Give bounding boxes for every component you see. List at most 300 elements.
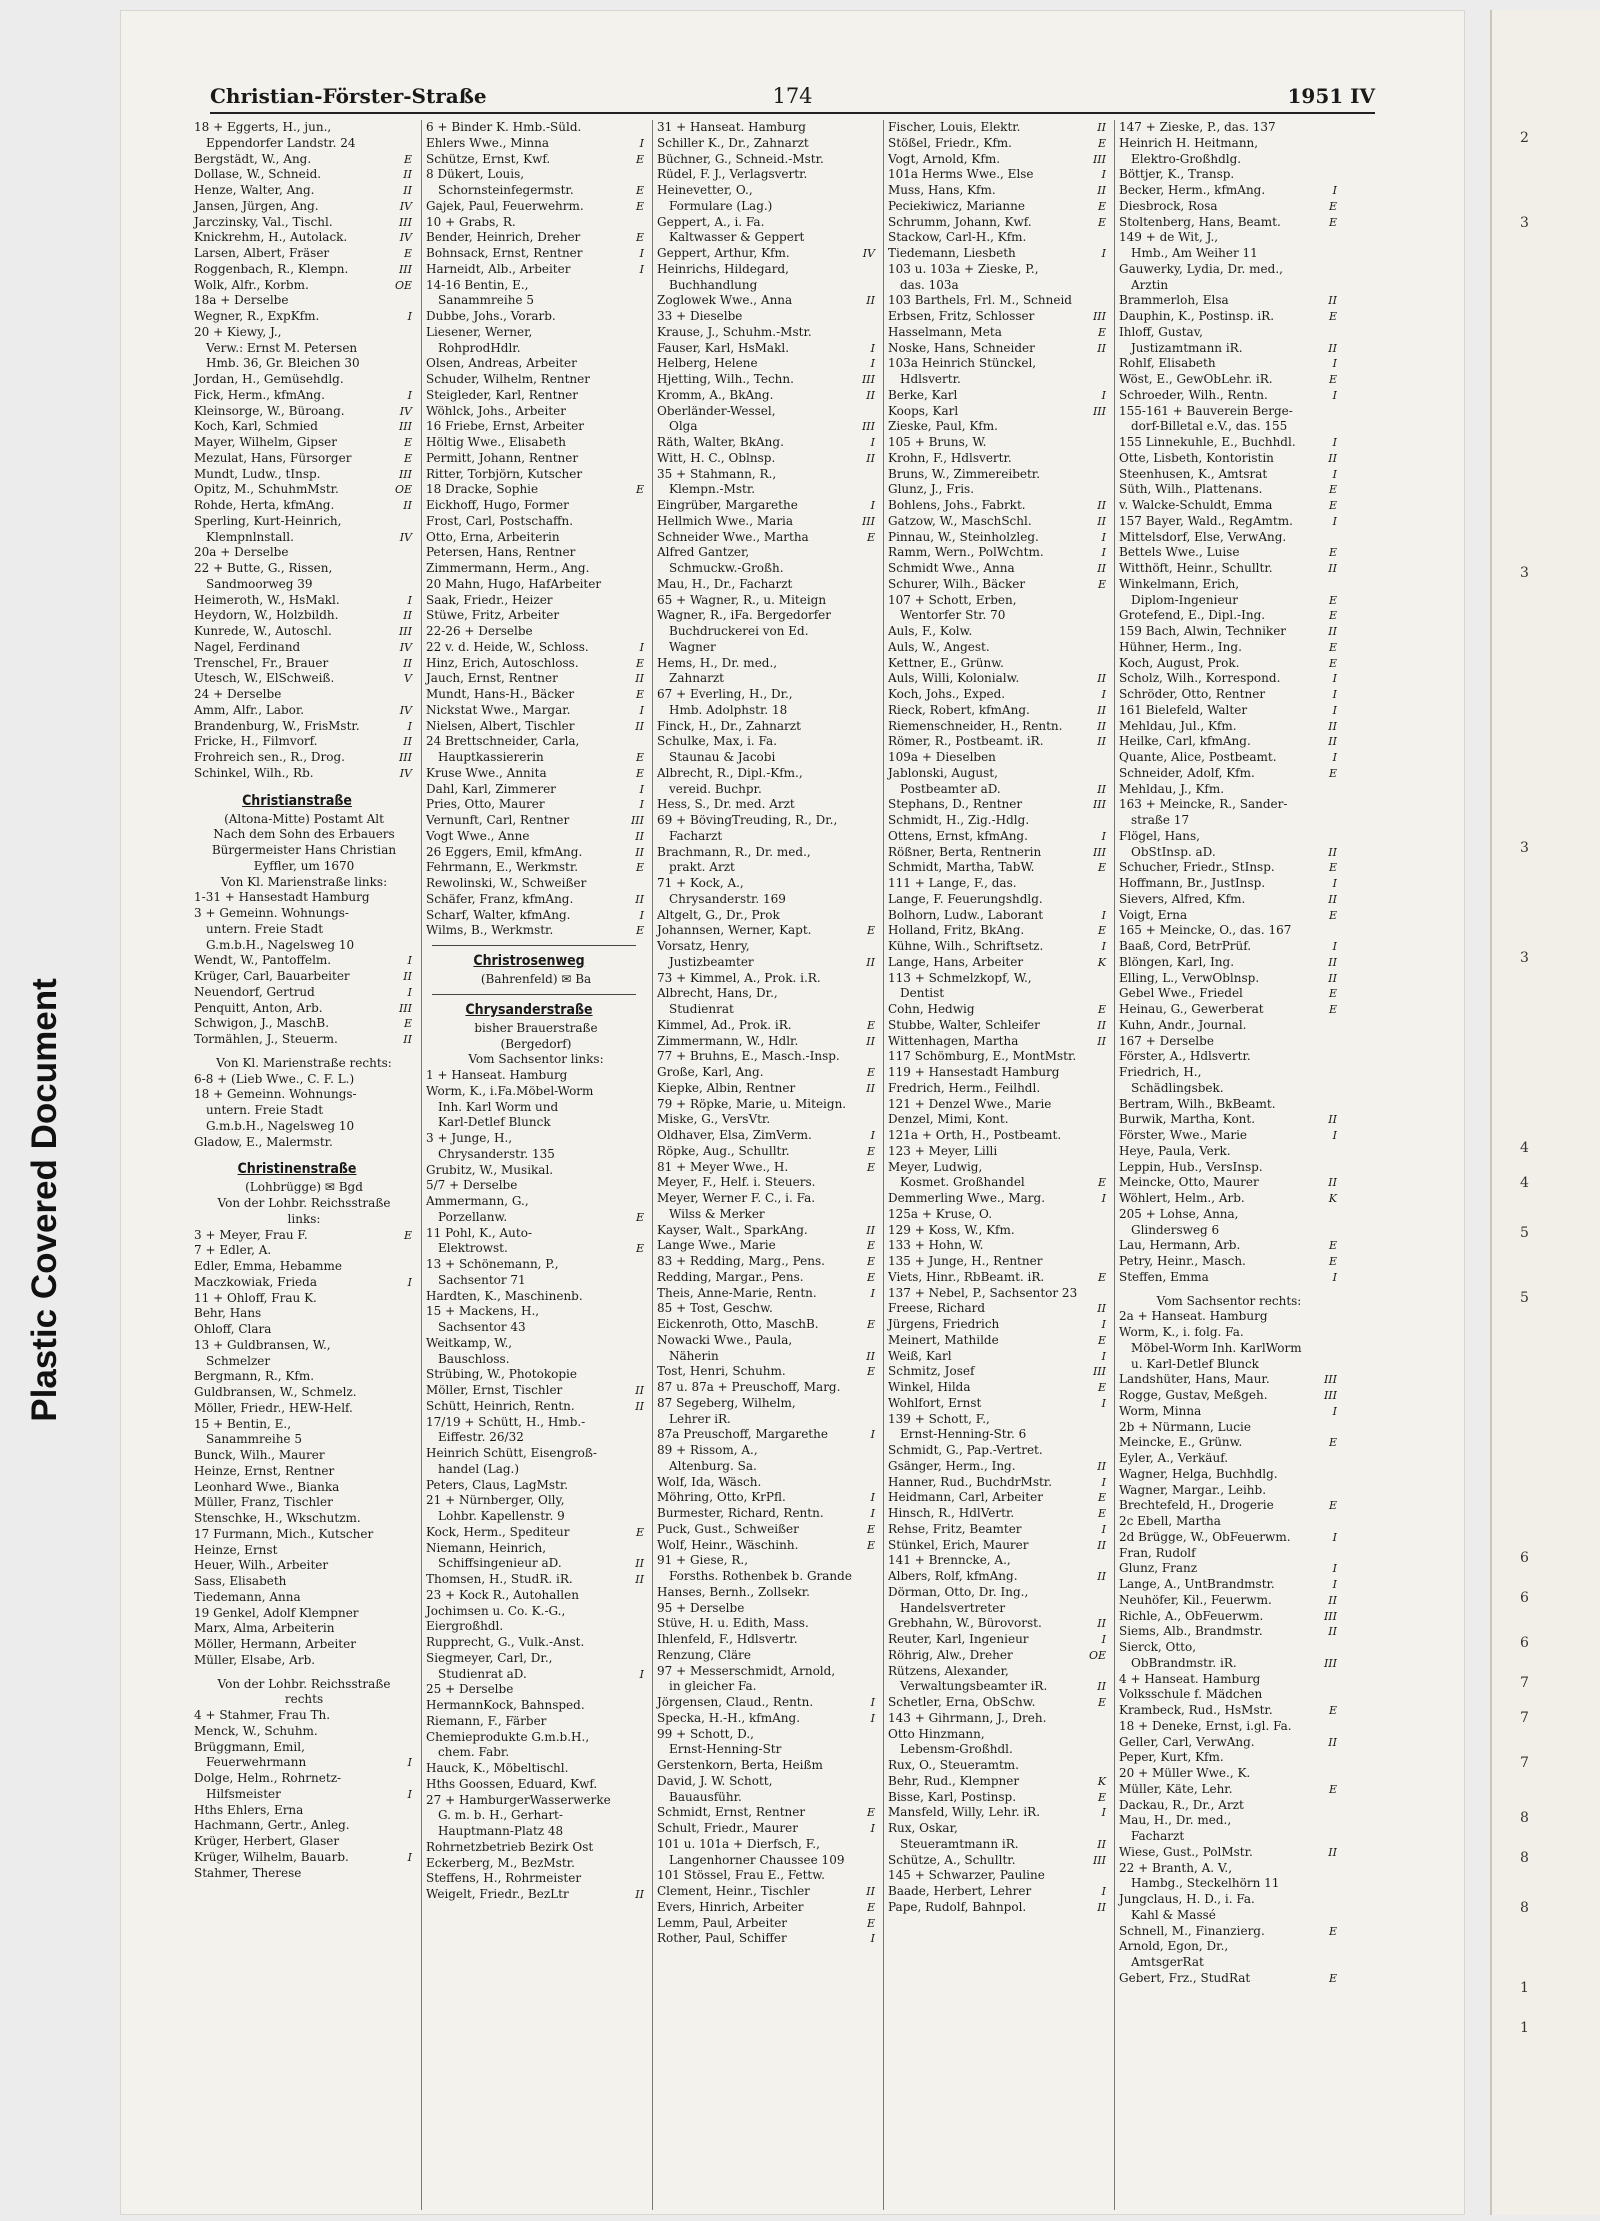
- directory-entry: [884, 167, 1108, 183]
- directory-entry: [884, 1333, 1108, 1349]
- entry-text: Heilke, Carl, kfmAng.: [1119, 734, 1251, 749]
- entry-text: 69 + BövingTreuding, R., Dr.,: [657, 813, 838, 827]
- directory-entry: [1115, 561, 1339, 577]
- entry-text: Studienrat: [669, 1002, 734, 1016]
- directory-entry: [422, 1871, 646, 1887]
- floor-marker: E: [403, 436, 412, 449]
- floor-marker: E: [1097, 1381, 1106, 1394]
- entry-text: Chrysanderstr. 135: [438, 1146, 555, 1161]
- floor-marker: E: [1328, 215, 1337, 229]
- directory-entry: [653, 152, 877, 168]
- entry-text: Noske, Hans, Schneider: [888, 340, 1035, 355]
- floor-marker: I: [407, 388, 412, 402]
- entry-text: Henze, Walter, Ang.: [194, 183, 315, 197]
- entry-text: Staunau & Jacobi: [669, 750, 776, 764]
- entry-text: Brandenburg, W., FrisMstr.: [194, 718, 360, 733]
- floor-marker: E: [1097, 1003, 1106, 1016]
- entry-text: Schulke, Max, i. Fa.: [657, 734, 778, 749]
- directory-entry: [190, 1511, 414, 1527]
- entry-text: Mau, H., Dr. med.,: [1119, 1813, 1232, 1828]
- entry-text: Eickenroth, Otto, MaschB.: [657, 1317, 819, 1331]
- entry-text: Meyer, Werner F. C., i. Fa.: [657, 1191, 816, 1205]
- entry-text: Cohn, Hedwig: [888, 1002, 975, 1016]
- floor-marker: I: [1332, 514, 1337, 528]
- directory-entry: [190, 1818, 414, 1834]
- directory-entry: [653, 278, 877, 294]
- directory-entry: [190, 1087, 414, 1103]
- directory-entry: [422, 1241, 646, 1257]
- entry-text: Kuhn, Andr., Journal.: [1119, 1017, 1247, 1032]
- entry-text: Mundt, Hans-H., Bäcker: [426, 687, 575, 701]
- directory-entry: [653, 388, 877, 404]
- directory-entry: [884, 1648, 1108, 1664]
- entry-text: Jörgensen, Claud., Rentn.: [657, 1695, 814, 1709]
- floor-marker: I: [407, 1850, 412, 1864]
- directory-entry: [190, 1464, 414, 1480]
- floor-marker: II: [635, 1888, 644, 1901]
- entry-text: Möhring, Otto, KrPfl.: [657, 1490, 786, 1505]
- entry-text: 18a + Derselbe: [194, 293, 289, 308]
- entry-text: Stephans, D., Rentner: [888, 797, 1023, 812]
- entry-text: Hoffmann, Br., JustInsp.: [1119, 876, 1266, 890]
- directory-entry: [1115, 687, 1339, 703]
- entry-text: Dahl, Karl, Zimmerer: [426, 781, 556, 796]
- directory-entry: [653, 1774, 877, 1790]
- entry-text: Hmb. Adolphstr. 18: [669, 702, 788, 717]
- directory-column-4: [883, 120, 1108, 2210]
- entry-text: Schröder, Otto, Rentner: [1119, 687, 1266, 701]
- floor-marker: II: [866, 388, 875, 402]
- section-note: [422, 1052, 646, 1068]
- directory-entry: [422, 356, 646, 372]
- entry-text: 157 Bayer, Wald., RegAmtm.: [1119, 513, 1293, 528]
- directory-entry: [190, 1001, 414, 1017]
- directory-entry: [1115, 1971, 1339, 1987]
- floor-marker: OE: [394, 278, 412, 292]
- entry-text: 22 + Branth, A. V.,: [1119, 1860, 1233, 1875]
- entry-text: Postbeamter aD.: [900, 781, 1001, 796]
- directory-entry: [422, 1541, 646, 1557]
- street-heading: Christrosenweg: [473, 953, 585, 969]
- floor-marker: IV: [862, 247, 875, 260]
- entry-text: 71 + Kock, A.,: [657, 876, 744, 890]
- directory-entry: [422, 545, 646, 561]
- floor-marker: I: [1101, 168, 1106, 182]
- floor-marker: E: [635, 1242, 644, 1256]
- directory-entry: [1115, 152, 1339, 168]
- entry-text: 141 + Brenncke, A.,: [888, 1553, 1011, 1568]
- floor-marker: I: [1101, 530, 1106, 544]
- entry-text: Guldbransen, W., Schmelz.: [194, 1385, 357, 1399]
- directory-entry: [1115, 1238, 1339, 1254]
- entry-text: Koops, Karl: [888, 403, 959, 418]
- directory-entry: [1115, 1049, 1339, 1065]
- entry-text: Lange, A., UntBrandmstr.: [1119, 1577, 1275, 1591]
- entry-text: Mittelsdorf, Else, VerwAng.: [1119, 529, 1287, 544]
- entry-text: Wagner, Helga, Buchhdlg.: [1119, 1466, 1278, 1481]
- entry-text: Jungclaus, H. D., i. Fa.: [1119, 1892, 1255, 1906]
- floor-marker: E: [635, 688, 644, 701]
- directory-entry: [190, 766, 414, 782]
- entry-text: Renzung, Cläre: [657, 1647, 751, 1662]
- directory-entry: [422, 451, 646, 467]
- directory-entry: [653, 1049, 877, 1065]
- entry-text: Fricke, H., Filmvorf.: [194, 734, 318, 749]
- entry-text: 87a Preuschoff, Margarethe: [657, 1427, 828, 1442]
- directory-entry: [190, 1103, 414, 1119]
- entry-text: Specka, H.-H., kfmAng.: [657, 1710, 801, 1725]
- directory-entry: [1115, 530, 1339, 546]
- directory-entry: [653, 372, 877, 388]
- entry-text: Geppert, Arthur, Kfm.: [657, 246, 790, 260]
- directory-entry: [190, 309, 414, 325]
- entry-text: Rother, Paul, Schiffer: [657, 1931, 787, 1946]
- entry-text: 3 + Gemeinn. Wohnungs-: [194, 906, 349, 920]
- entry-text: Möbel-Worm Inh. KarlWorm: [1131, 1340, 1302, 1355]
- entry-text: 11 Pohl, K., Auto-: [426, 1225, 532, 1240]
- page-number: 174: [772, 84, 813, 108]
- floor-marker: II: [1097, 1034, 1106, 1048]
- entry-text: 117 Schömburg, E., MontMstr.: [888, 1049, 1077, 1064]
- directory-entry: [422, 1793, 646, 1809]
- entry-text: Penquitt, Anton, Arb.: [194, 1000, 323, 1015]
- directory-entry: [884, 687, 1108, 703]
- entry-text: Leonhard Wwe., Bianka: [194, 1479, 340, 1494]
- floor-marker: E: [1328, 546, 1337, 560]
- directory-entry: [422, 1399, 646, 1415]
- directory-entry: [190, 561, 414, 577]
- directory-entry: [653, 498, 877, 514]
- directory-entry: [1115, 1577, 1339, 1593]
- directory-entry: [1115, 1144, 1339, 1160]
- floor-marker: E: [403, 1017, 412, 1031]
- directory-entry: [422, 1462, 646, 1478]
- entry-text: v. Walcke-Schuldt, Emma: [1119, 498, 1273, 512]
- directory-entry: [884, 1585, 1108, 1601]
- directory-entry: [190, 922, 414, 938]
- entry-text: Puck, Gust., Schweißer: [657, 1521, 799, 1536]
- directory-entry: [653, 608, 877, 624]
- directory-entry: [422, 687, 646, 703]
- floor-marker: II: [1097, 672, 1106, 686]
- entry-text: Rux, O., Steueramtm.: [888, 1758, 1019, 1772]
- entry-text: Hdlsvertr.: [900, 372, 961, 386]
- entry-text: Auls, Willi, Kolonialw.: [888, 671, 1020, 686]
- entry-text: Kettner, E., Grünw.: [888, 655, 1004, 670]
- floor-marker: I: [1332, 703, 1337, 717]
- entry-text: Vernunft, Carl, Rentner: [426, 813, 570, 827]
- section-note: [190, 1056, 414, 1072]
- entry-text: Schinkel, Wilh., Rb.: [194, 765, 314, 780]
- entry-text: Möller, Friedr., HEW-Helf.: [194, 1400, 353, 1415]
- directory-entry: [884, 1538, 1108, 1554]
- directory-entry: [653, 1632, 877, 1648]
- floor-marker: II: [1097, 1570, 1106, 1583]
- directory-entry: [653, 1758, 877, 1774]
- entry-text: Wittenhagen, Martha: [888, 1033, 1019, 1048]
- directory-entry: [190, 1228, 414, 1244]
- entry-text: Otte, Lisbeth, Kontoristin: [1119, 450, 1274, 465]
- section-note: [190, 875, 414, 891]
- directory-entry: [653, 1553, 877, 1569]
- directory-entry: [653, 829, 877, 845]
- directory-entry: [1115, 1357, 1339, 1373]
- entry-text: Rehse, Fritz, Beamter: [888, 1521, 1022, 1536]
- directory-entry: [190, 467, 414, 483]
- entry-text: Studienrat aD.: [438, 1666, 527, 1681]
- directory-entry: [884, 1427, 1108, 1443]
- floor-marker: E: [1328, 499, 1337, 512]
- directory-entry: [1115, 1451, 1339, 1467]
- entry-text: Stünkel, Erich, Maurer: [888, 1537, 1029, 1552]
- entry-text: Rewolinski, W., Schweißer: [426, 876, 587, 890]
- directory-entry: [1115, 1861, 1339, 1877]
- entry-text: Eyffler, um 1670: [253, 858, 355, 873]
- entry-text: 14-16 Bentin, E.,: [426, 277, 529, 292]
- directory-entry: [1115, 309, 1339, 325]
- directory-entry: [422, 372, 646, 388]
- entry-text: 1 + Hanseat. Hamburg: [426, 1068, 568, 1082]
- entry-text: Inh. Karl Worm und: [438, 1099, 559, 1114]
- directory-entry: [884, 1821, 1108, 1837]
- directory-entry: [1115, 1640, 1339, 1656]
- entry-text: Petersen, Hans, Rentner: [426, 545, 576, 560]
- directory-entry: [1115, 860, 1339, 876]
- directory-entry: [422, 1887, 646, 1903]
- entry-text: Von Kl. Marienstraße links:: [220, 874, 388, 889]
- entry-text: Eiffestr. 26/32: [438, 1430, 524, 1445]
- directory-entry: [884, 1144, 1108, 1160]
- entry-text: Volksschule f. Mädchen: [1119, 1687, 1263, 1702]
- directory-entry: [884, 1616, 1108, 1632]
- directory-entry: [884, 1632, 1108, 1648]
- entry-text: Hems, H., Dr. med.,: [657, 655, 778, 670]
- floor-marker: I: [639, 908, 644, 922]
- entry-text: 4 + Stahmer, Frau Th.: [194, 1708, 331, 1722]
- directory-entry: [190, 1708, 414, 1724]
- entry-text: Kosmet. Großhandel: [900, 1175, 1025, 1190]
- directory-entry: [884, 986, 1108, 1002]
- entry-text: Krüger, Carl, Bauarbeiter: [194, 969, 350, 983]
- directory-entry: [884, 656, 1108, 672]
- floor-marker: OE: [1088, 1648, 1106, 1662]
- entry-text: Heydorn, W., Holzbildh.: [194, 608, 339, 623]
- directory-entry: [653, 451, 877, 467]
- floor-marker: IV: [399, 231, 412, 245]
- entry-text: Petry, Heinr., Masch.: [1119, 1254, 1246, 1268]
- entry-text: Zoglowek Wwe., Anna: [657, 293, 793, 308]
- facing-page-number: 6: [1520, 1590, 1529, 1606]
- entry-text: 18 + Deneke, Ernst, i.gl. Fa.: [1119, 1718, 1292, 1733]
- entry-text: Viets, Hinr., RbBeamt. iR.: [888, 1269, 1045, 1284]
- entry-text: Trenschel, Fr., Brauer: [194, 655, 329, 670]
- directory-entry: [190, 372, 414, 388]
- floor-marker: II: [1097, 499, 1106, 512]
- entry-text: Blöngen, Karl, Ing.: [1119, 954, 1235, 969]
- directory-entry: [1115, 1908, 1339, 1924]
- entry-text: 163 + Meincke, R., Sander-: [1119, 797, 1288, 812]
- entry-text: rechts: [284, 1692, 324, 1707]
- entry-text: 123 + Meyer, Lilli: [888, 1143, 998, 1158]
- directory-entry: [190, 435, 414, 451]
- entry-text: Facharzt: [1131, 1829, 1185, 1843]
- entry-text: Jochimsen u. Co. K.-G.,: [426, 1603, 566, 1618]
- directory-entry: [190, 890, 414, 906]
- directory-entry: [190, 388, 414, 404]
- directory-entry: [653, 341, 877, 357]
- directory-entry: [422, 923, 646, 939]
- floor-marker: III: [1323, 1609, 1337, 1623]
- floor-marker: I: [1332, 388, 1337, 402]
- entry-text: Lohbr. Kapellenstr. 9: [438, 1509, 565, 1523]
- directory-entry: [653, 215, 877, 231]
- directory-entry: [1115, 1309, 1339, 1325]
- directory-entry: [884, 1175, 1108, 1191]
- directory-entry: [884, 325, 1108, 341]
- entry-text: Süth, Wilh., Plattenans.: [1119, 482, 1263, 497]
- entry-text: Stüwe, Fritz, Arbeiter: [426, 608, 560, 623]
- directory-entry: [653, 1207, 877, 1223]
- entry-text: Bunck, Wilh., Maurer: [194, 1448, 325, 1462]
- floor-marker: III: [1323, 1373, 1337, 1387]
- entry-text: Hilfsmeister: [206, 1786, 281, 1801]
- directory-entry: [884, 939, 1108, 955]
- directory-entry: [1115, 1939, 1339, 1955]
- directory-entry: [884, 813, 1108, 829]
- directory-entry: [422, 1509, 646, 1525]
- entry-text: Saak, Friedr., Heizer: [426, 592, 553, 607]
- floor-marker: I: [1332, 1578, 1337, 1591]
- directory-entry: [884, 152, 1108, 168]
- directory-entry: [884, 1112, 1108, 1128]
- entry-text: Böttjer, K., Transp.: [1119, 167, 1235, 182]
- directory-entry: [653, 671, 877, 687]
- directory-entry: [653, 845, 877, 861]
- directory-entry: [653, 1837, 877, 1853]
- floor-marker: I: [870, 341, 875, 355]
- floor-marker: III: [861, 514, 875, 528]
- floor-marker: II: [403, 168, 412, 182]
- directory-entry: [1115, 1341, 1339, 1357]
- directory-entry: [653, 561, 877, 577]
- floor-marker: II: [403, 970, 412, 983]
- entry-text: ObBrandmstr. iR.: [1131, 1655, 1237, 1670]
- directory-entry: [1115, 1876, 1339, 1892]
- entry-text: Fredrich, Herm., Feilhdl.: [888, 1080, 1041, 1095]
- entry-text: Hinsch, R., HdlVertr.: [888, 1506, 1015, 1520]
- entry-text: Rieck, Robert, kfmAng.: [888, 702, 1030, 717]
- directory-entry: [422, 813, 646, 829]
- entry-text: Schmelzer: [206, 1353, 271, 1368]
- entry-text: Riemann, F., Färber: [426, 1713, 547, 1728]
- entry-text: Maczkowiak, Frieda: [194, 1274, 317, 1289]
- floor-marker: E: [866, 1900, 875, 1914]
- adjacent-page-edge: [1490, 10, 1600, 2215]
- entry-text: Oberländer-Wessel,: [657, 403, 776, 418]
- directory-column-3: [652, 120, 877, 2210]
- directory-entry: [190, 1574, 414, 1590]
- entry-text: Zahnarzt: [669, 671, 724, 686]
- entry-text: Sievers, Alfred, Kfm.: [1119, 891, 1246, 906]
- entry-text: Winkelmann, Erich,: [1119, 576, 1240, 591]
- directory-entry: [884, 1049, 1108, 1065]
- directory-entry: [653, 293, 877, 309]
- directory-entry: [884, 1695, 1108, 1711]
- directory-entry: [1115, 167, 1339, 183]
- entry-text: (Lohbrügge) ✉ Bgd: [245, 1180, 363, 1195]
- directory-entry: [884, 608, 1108, 624]
- floor-marker: E: [1328, 640, 1337, 654]
- entry-text: Riemenschneider, H., Rentn.: [888, 718, 1063, 733]
- entry-text: Voigt, Erna: [1119, 907, 1188, 922]
- floor-marker: III: [1092, 845, 1106, 859]
- entry-text: Dollase, W., Schneid.: [194, 167, 322, 182]
- directory-entry: [190, 1724, 414, 1740]
- directory-entry: [653, 1711, 877, 1727]
- entry-text: 10 + Grabs, R.: [426, 214, 516, 229]
- directory-entry: [1115, 1530, 1339, 1546]
- entry-text: Eickhoff, Hugo, Former: [426, 498, 569, 512]
- floor-marker: E: [1097, 1696, 1106, 1709]
- floor-marker: I: [1332, 940, 1337, 953]
- entry-text: Knickrehm, H., Autolack.: [194, 230, 348, 245]
- entry-text: 97 + Messerschmidt, Arnold,: [657, 1663, 836, 1678]
- directory-entry: [190, 1432, 414, 1448]
- facing-page-number: 7: [1520, 1755, 1529, 1771]
- floor-marker: E: [866, 924, 875, 938]
- entry-text: 6 + Binder K. Hmb.-Süld.: [426, 120, 582, 134]
- entry-text: Müller, Franz, Tischler: [194, 1495, 333, 1510]
- entry-text: Sanammreihe 5: [438, 293, 534, 308]
- entry-text: 1-31 + Hansestadt Hamburg: [194, 890, 370, 905]
- floor-marker: III: [861, 373, 875, 386]
- floor-marker: I: [407, 1787, 412, 1801]
- entry-text: 101 Stössel, Frau E., Fettw.: [657, 1868, 825, 1883]
- directory-entry: [653, 1097, 877, 1113]
- floor-marker: II: [1328, 1176, 1337, 1190]
- entry-text: 35 + Stahmann, R.,: [657, 466, 777, 481]
- entry-text: Kahl & Massé: [1131, 1907, 1216, 1922]
- directory-entry: [1115, 1435, 1339, 1451]
- floor-marker: IV: [399, 766, 412, 780]
- directory-entry: [1115, 1254, 1339, 1270]
- floor-marker: I: [1332, 436, 1337, 449]
- entry-text: Bettels Wwe., Luise: [1119, 545, 1240, 560]
- entry-text: Lehrer iR.: [669, 1411, 731, 1426]
- entry-text: 135 + Junge, H., Rentner: [888, 1254, 1043, 1268]
- directory-entry: [1115, 1561, 1339, 1577]
- entry-text: Redding, Margar., Pens.: [657, 1269, 804, 1284]
- directory-entry: [190, 1338, 414, 1354]
- directory-entry: [884, 1238, 1108, 1254]
- directory-entry: [1115, 435, 1339, 451]
- directory-entry: [422, 845, 646, 861]
- directory-entry: [884, 1569, 1108, 1585]
- directory-entry: [190, 1527, 414, 1543]
- directory-entry: [1115, 341, 1339, 357]
- entry-text: Chrysanderstr. 169: [669, 891, 786, 906]
- entry-text: Glunz, Franz: [1119, 1561, 1198, 1576]
- floor-marker: E: [1328, 1924, 1337, 1938]
- entry-text: Weiß, Karl: [888, 1348, 952, 1363]
- floor-marker: I: [1101, 546, 1106, 560]
- floor-marker: I: [1332, 877, 1337, 890]
- directory-entry: [884, 719, 1108, 735]
- entry-text: Krause, J., Schuhm.-Mstr.: [657, 324, 812, 339]
- entry-text: Sass, Elisabeth: [194, 1574, 287, 1588]
- entry-text: Lange Wwe., Marie: [657, 1238, 776, 1253]
- directory-entry: [653, 1065, 877, 1081]
